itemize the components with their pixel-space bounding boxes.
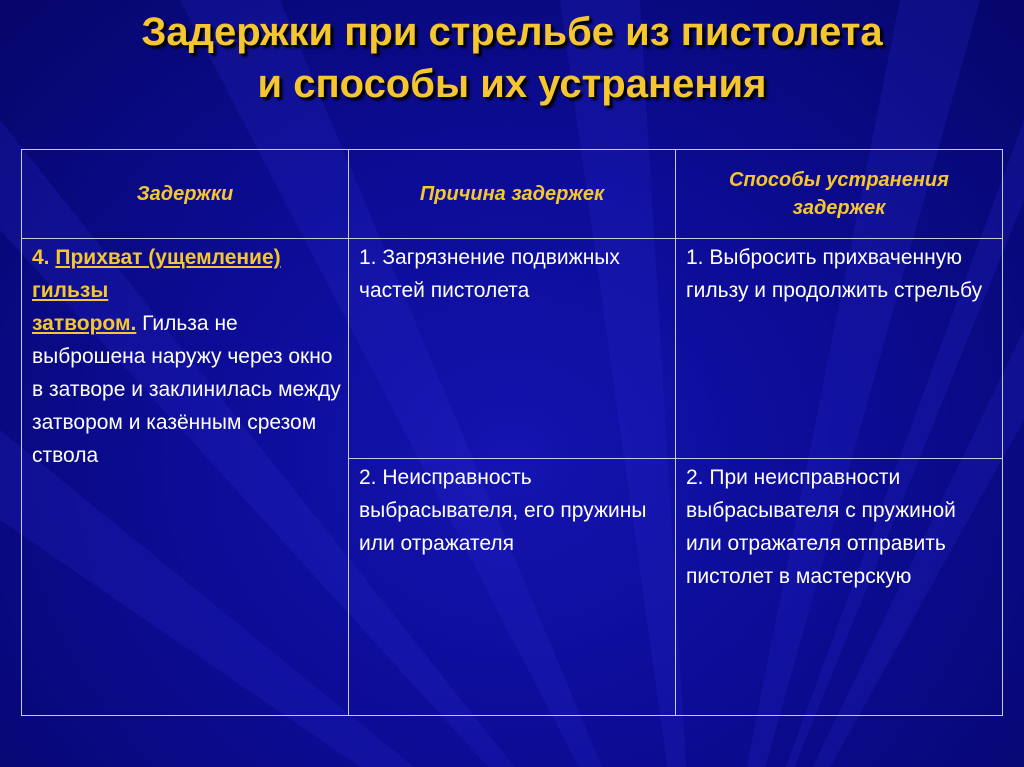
delay-description: [22, 239, 348, 472]
remedy-cell-2: [676, 459, 1003, 716]
delay-name-part1: Прихват (ущемление) гильзы: [32, 246, 281, 302]
page-title: [0, 6, 1024, 110]
delays-table: [21, 149, 1003, 716]
title-line-2: и способы их устранения: [257, 62, 767, 106]
delay-number: 4.: [32, 246, 56, 269]
delay-name-part2: затвором.: [32, 312, 137, 335]
remedy-text-1: 1. Выбросить прихваченную гильзу и продолжить стрельбу: [686, 246, 983, 302]
remedy-cell-1: [676, 239, 1003, 459]
table-row: [22, 239, 1003, 459]
delay-cell: [22, 239, 349, 716]
table-header-row: [22, 150, 1003, 239]
header-delay: Задержки: [22, 150, 349, 239]
cause-text-1: 1. Загрязнение подвижных частей пистолета: [359, 246, 620, 302]
delay-description-text: Гильза не выброшена наружу через окно в затворе и заклинилась между затвором и казённым срезом ствола: [32, 312, 341, 467]
cause-cell-1: [349, 239, 676, 459]
cause-text-2: 2. Неисправность выбрасывателя, его пружины или отражателя: [359, 466, 647, 555]
remedy-text-2: 2. При неисправности выбрасывателя с пружиной или отражателя отправить пистолет в мастерскую: [686, 466, 956, 588]
header-cause: Причина задержек: [349, 150, 676, 239]
header-remedy: Способы устранения задержек: [676, 150, 1003, 239]
title-line-1: Задержки при стрельбе из пистолета: [141, 10, 883, 54]
cause-cell-2: [349, 459, 676, 716]
